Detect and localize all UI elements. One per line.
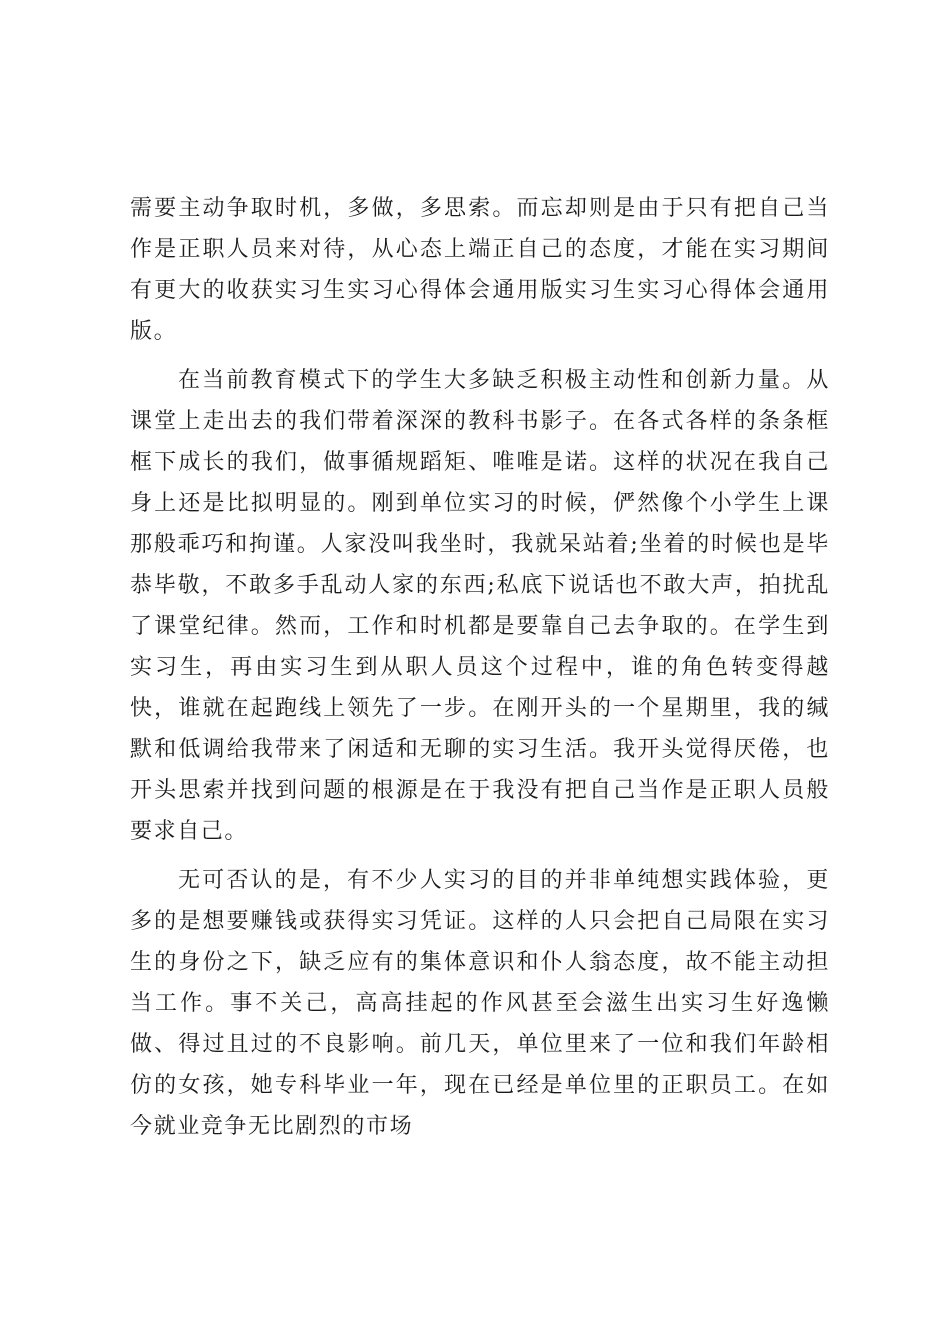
- document-body: [130, 188, 830, 1155]
- paragraph-internship-motives: 无可否认的是，有不少人实习的目的并非单纯想实践体验，更多的是想要赚钱或获得实习凭证。这样的人只会把自己局限在实习生的身份之下，缺乏应有的集体意识和仆人翁态度，故不能主动担当工作。事不关己，高高挂起的作风甚至会滋生出实习生好逸懒做、得过且过的不良影响。前几天，单位里来了一位和我们年龄相仿的女孩，她专科毕业一年，现在已经是单位里的正职员工。在如今就业竞争无比剧烈的市场: [130, 868, 830, 1139]
- paragraph-continuation: 需要主动争取时机，多做，多思索。而忘却则是由于只有把自己当作是正职人员来对待，从心态上端正自己的态度，才能在实习期间有更大的收获实习生实习心得体会通用版实习生实习心得体会通用版。: [130, 196, 830, 344]
- paragraph-student-initiative: 在当前教育模式下的学生大多缺乏积极主动性和创新力量。从课堂上走出去的我们带着深深的教科书影子。在各式各样的条条框框下成长的我们，做事循规蹈矩、唯唯是诺。这样的状况在我自己身上还是比拟明显的。刚到单位实习的时候，俨然像个小学生上课那般乖巧和拘谨。人家没叫我坐时，我就呆站着;坐着的时候也是毕恭毕敬，不敢多手乱动人家的东西;私底下说话也不敢大声，拍扰乱了课堂纪律。然而，工作和时机都是要靠自己去争取的。在学生到实习生，再由实习生到从职人员这个过程中，谁的角色转变得越快，谁就在起跑线上领先了一步。在刚开头的一个星期里，我的缄默和低调给我带来了闲适和无聊的实习生活。我开头觉得厌倦，也开头思索并找到问题的根源是在于我没有把自己当作是正职人员般要求自己。: [130, 368, 830, 844]
